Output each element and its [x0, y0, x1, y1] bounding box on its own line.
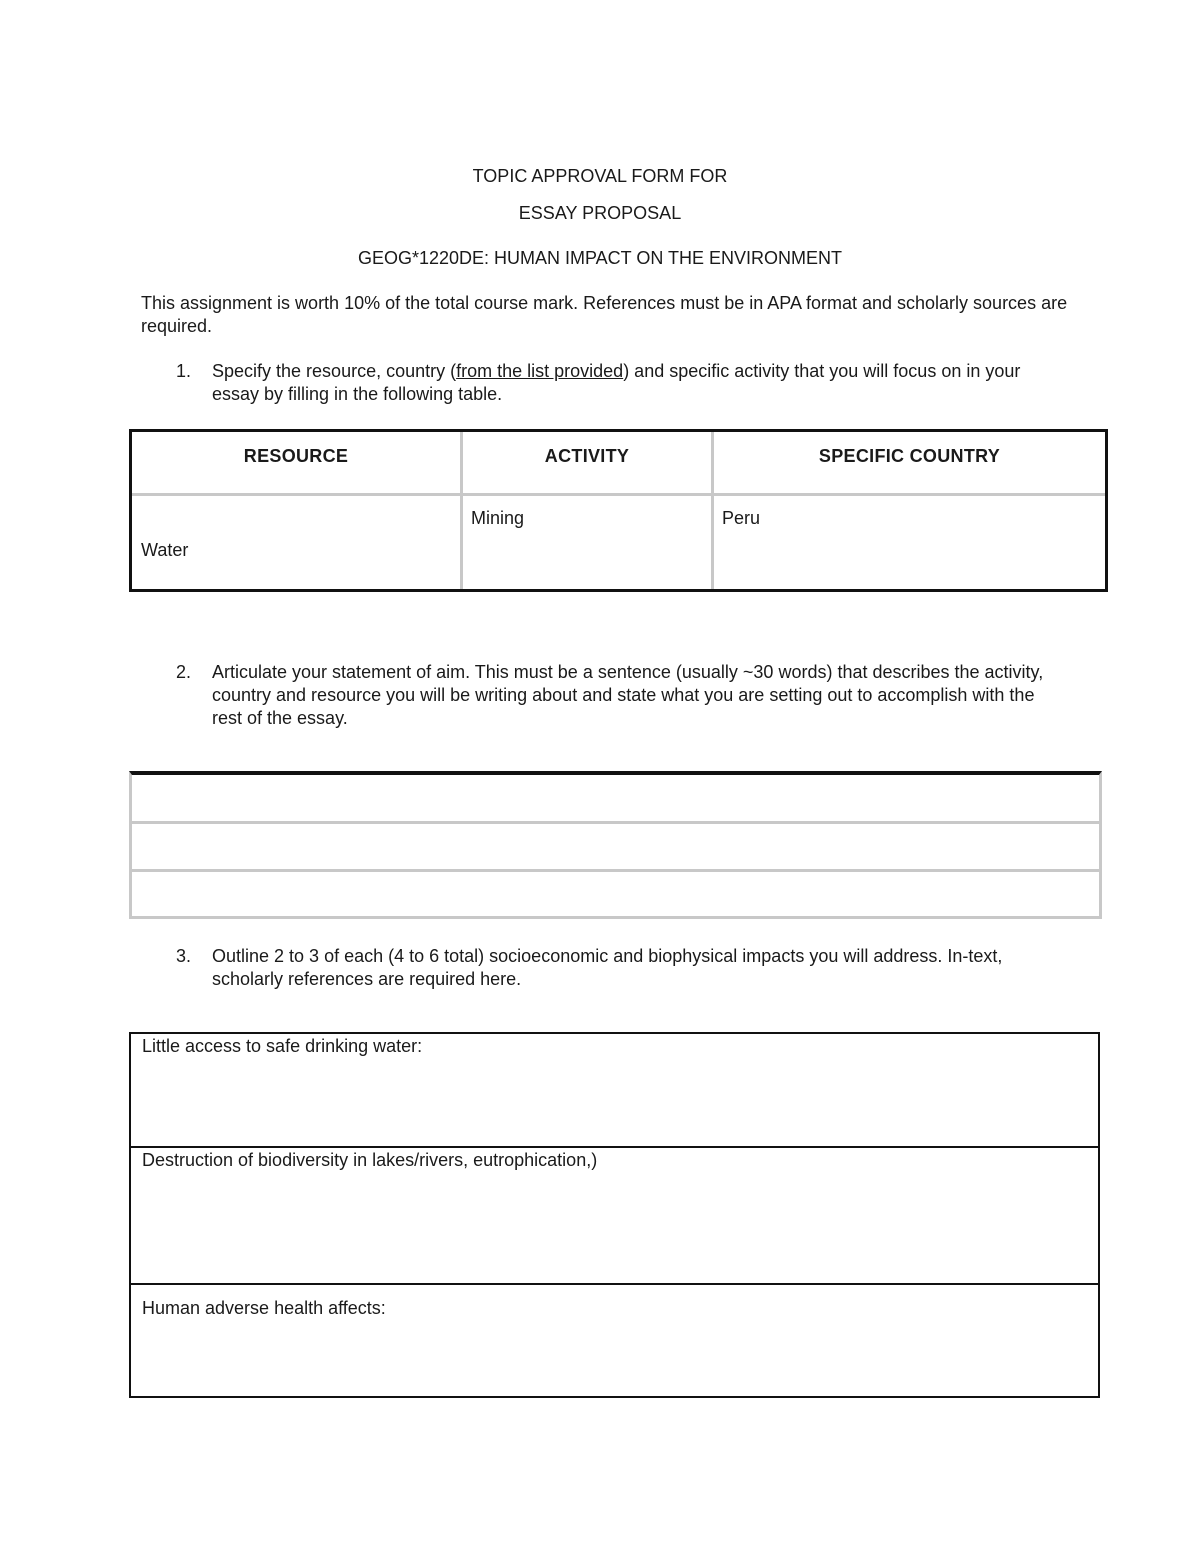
intro-paragraph: This assignment is worth 10% of the total course mark. References must be in APA format and scholarly sources are required.: [141, 293, 1068, 336]
question-2-number: 2.: [176, 662, 192, 682]
impact-row-3[interactable]: Human adverse health affects:: [142, 1298, 386, 1318]
header-country: SPECIFIC COUNTRY: [818, 446, 1001, 466]
list-provided-link: from the list provided: [456, 361, 624, 381]
cell-country[interactable]: Peru: [722, 508, 761, 528]
aim-table: [129, 771, 1102, 919]
question-3: [176, 945, 1056, 991]
header-activity: ACTIVITY: [544, 446, 630, 466]
question-1-text-after: ) and specific activity that you will focus on in your essay by filling in the following table.: [212, 361, 1021, 404]
table-divider: [131, 1146, 1098, 1148]
question-2-text: Articulate your statement of aim. This must be a sentence (usually ~30 words) that describes the activity, country and resource you will be writing about and state what you are setting out to accomplish with the rest of the essay.: [212, 662, 1044, 728]
form-title: TOPIC APPROVAL FORM FOR: [472, 166, 728, 186]
question-3-text: Outline 2 to 3 of each (4 to 6 total) socioeconomic and biophysical impacts you will address. In-text, scholarly references are required here.: [212, 946, 1003, 989]
cell-resource[interactable]: Water: [141, 540, 189, 560]
question-2: [176, 661, 1056, 730]
header-resource: RESOURCE: [243, 446, 349, 466]
table-divider: [131, 1283, 1098, 1285]
aim-row-2[interactable]: [132, 824, 1099, 869]
form-subtitle: ESSAY PROPOSAL: [518, 203, 682, 223]
question-3-number: 3.: [176, 946, 192, 966]
table-divider: [132, 493, 1105, 496]
aim-row-3[interactable]: [132, 872, 1099, 916]
question-1-text: [212, 360, 1056, 406]
question-1: [176, 360, 1056, 406]
question-1-number: 1.: [176, 361, 192, 381]
aim-row-1[interactable]: [132, 775, 1099, 821]
course-title: GEOG*1220DE: HUMAN IMPACT ON THE ENVIRONMENT: [357, 248, 843, 268]
impact-row-1[interactable]: Little access to safe drinking water:: [142, 1036, 423, 1056]
impact-row-2[interactable]: Destruction of biodiversity in lakes/rivers, eutrophication,): [142, 1150, 598, 1170]
question-1-text-before: Specify the resource, country (: [212, 361, 457, 381]
impacts-table: [129, 1032, 1100, 1398]
resource-table: [129, 429, 1108, 592]
cell-activity[interactable]: Mining: [471, 508, 525, 528]
